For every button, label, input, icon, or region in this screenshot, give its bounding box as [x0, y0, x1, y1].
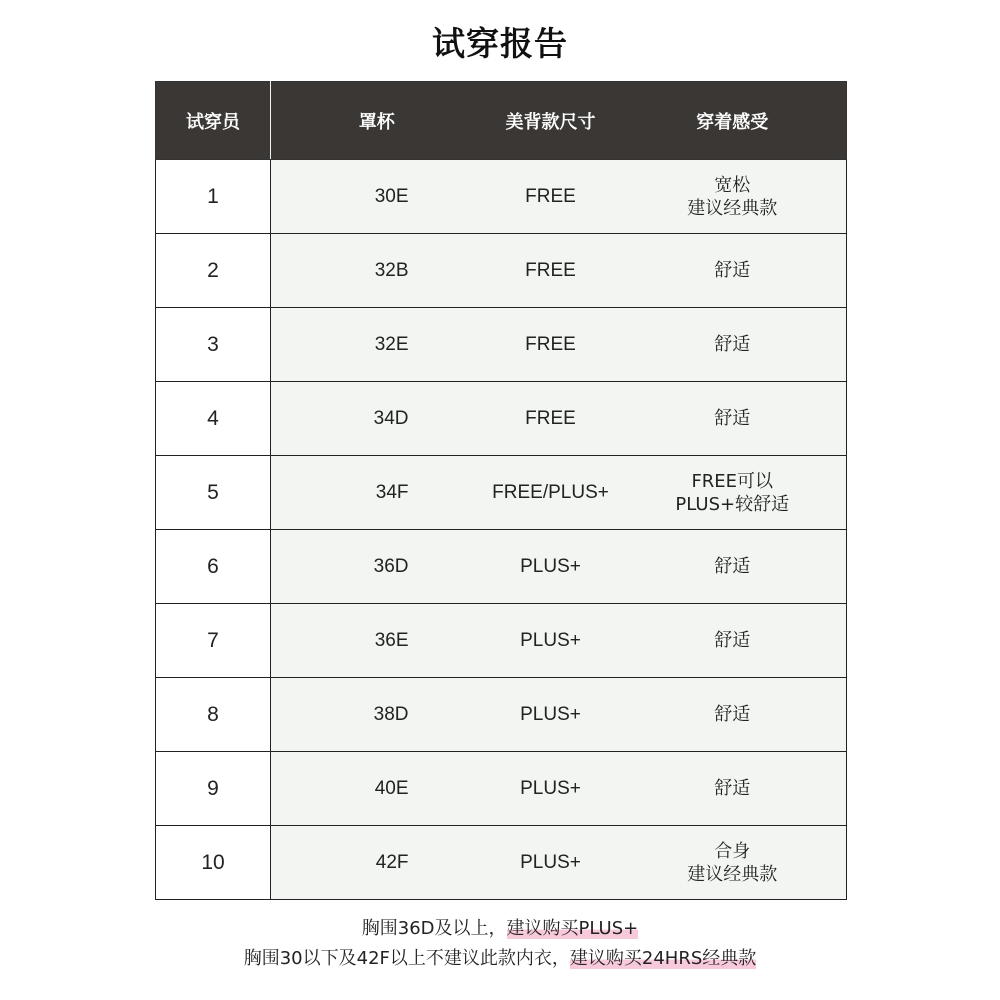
feel-cell	[619, 382, 847, 456]
table-header-row	[156, 82, 847, 160]
page-title: 试穿报告	[432, 24, 568, 63]
feel-line: 舒适	[714, 704, 751, 725]
tester-id-cell: 9	[156, 752, 271, 826]
header-tester: 试穿员	[156, 82, 271, 160]
tester-id-cell: 8	[156, 678, 271, 752]
table-row	[156, 456, 847, 530]
table-row	[156, 308, 847, 382]
feel-line: 宽松	[714, 174, 751, 196]
size-cell: FREE	[483, 234, 619, 308]
size-cell: PLUS+	[483, 678, 619, 752]
header-cup: 罩杯	[271, 82, 483, 160]
feel-line: 合身	[714, 840, 751, 862]
tester-id-cell: 2	[156, 234, 271, 308]
size-cell: PLUS+	[483, 530, 619, 604]
feel-cell	[619, 604, 847, 678]
cup-cell: 36E	[271, 604, 483, 678]
feel-line: 舒适	[714, 260, 751, 281]
fitting-report-table	[155, 81, 847, 900]
note-line-1-prefix: 胸围36D及以上，	[361, 918, 507, 939]
header-feel: 穿着感受	[619, 82, 847, 160]
table-row	[156, 604, 847, 678]
feel-line: 建议经典款	[687, 197, 778, 219]
note-line-2-prefix: 胸围30以下及42F以上不建议此款内衣，	[243, 948, 570, 969]
cup-cell: 32E	[271, 308, 483, 382]
feel-cell	[619, 456, 847, 530]
tester-id-cell: 10	[156, 826, 271, 900]
note-line-2-highlight: 建议购买24HRS经典款	[569, 948, 757, 969]
note-line-1	[0, 914, 1000, 944]
header-size: 美背款尺寸	[483, 82, 619, 160]
cup-cell: 34F	[271, 456, 483, 530]
recommendation-notes	[0, 914, 1000, 974]
cup-cell: 42F	[271, 826, 483, 900]
feel-line: 舒适	[714, 334, 751, 355]
table-row	[156, 826, 847, 900]
table-row	[156, 752, 847, 826]
cup-cell: 36D	[271, 530, 483, 604]
feel-line: 舒适	[714, 778, 751, 799]
size-cell: PLUS+	[483, 604, 619, 678]
table-row	[156, 382, 847, 456]
size-cell: PLUS+	[483, 826, 619, 900]
size-cell: FREE	[483, 160, 619, 234]
feel-cell	[619, 234, 847, 308]
tester-id-cell: 1	[156, 160, 271, 234]
size-cell: FREE	[483, 308, 619, 382]
cup-cell: 38D	[271, 678, 483, 752]
feel-cell	[619, 826, 847, 900]
size-cell: FREE	[483, 382, 619, 456]
cup-cell: 34D	[271, 382, 483, 456]
feel-cell	[619, 160, 847, 234]
cup-cell: 32B	[271, 234, 483, 308]
feel-line: FREE可以	[691, 470, 774, 492]
tester-id-cell: 4	[156, 382, 271, 456]
table-row	[156, 678, 847, 752]
feel-line: 舒适	[714, 556, 751, 577]
tester-id-cell: 5	[156, 456, 271, 530]
feel-cell	[619, 530, 847, 604]
tester-id-cell: 7	[156, 604, 271, 678]
size-cell: PLUS+	[483, 752, 619, 826]
feel-line: 舒适	[714, 630, 751, 651]
table-row	[156, 530, 847, 604]
feel-cell	[619, 308, 847, 382]
feel-cell	[619, 752, 847, 826]
cup-cell: 30E	[271, 160, 483, 234]
table-row	[156, 160, 847, 234]
tester-id-cell: 6	[156, 530, 271, 604]
feel-line: 建议经典款	[687, 863, 778, 885]
note-line-2	[0, 944, 1000, 974]
table-row	[156, 234, 847, 308]
note-line-1-highlight: 建议购买PLUS+	[506, 918, 639, 939]
cup-cell: 40E	[271, 752, 483, 826]
feel-line: PLUS+较舒适	[675, 493, 790, 515]
size-cell: FREE/PLUS+	[483, 456, 619, 530]
feel-line: 舒适	[714, 408, 751, 429]
tester-id-cell: 3	[156, 308, 271, 382]
feel-cell	[619, 678, 847, 752]
